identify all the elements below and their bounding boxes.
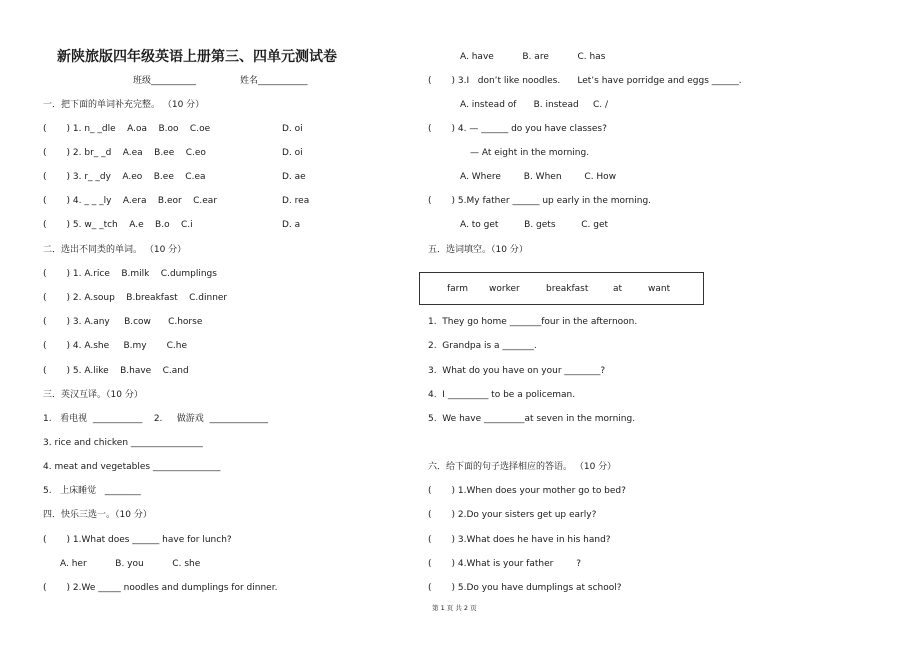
section4-question: ( ) 5.My father ______ up early in the morning.: [428, 196, 652, 206]
word-bank-word: at: [613, 284, 623, 294]
section1-item: ( ) 2. br_ _d A.ea B.ee C.eo: [43, 148, 206, 158]
section5-item: 4. I _________ to be a policeman.: [428, 390, 576, 400]
section2-heading: 二．选出不同类的单词。 （10 分）: [43, 245, 187, 255]
section4-question: ( ) 2.We _____ noodles and dumplings for dinner.: [43, 583, 278, 593]
section3-item: 3. rice and chicken ________________: [43, 438, 203, 448]
section4-options: A. to get B. gets C. get: [460, 220, 609, 230]
section4-question: ( ) 4. — ______ do you have classes?: [428, 124, 607, 134]
section1-item: ( ) 1. n_ _dle A.oa B.oo C.oe: [43, 124, 211, 134]
section6-item: ( ) 3.What does he have in his hand?: [428, 535, 611, 545]
page-number: 第 1 页 共 2 页: [432, 604, 477, 612]
section3-heading: 三．英汉互译。（10 分）: [43, 390, 143, 400]
section1-item-option-d: D. ae: [282, 172, 306, 182]
section1-item-option-d: D. a: [282, 220, 301, 230]
section2-item: ( ) 1. A.rice B.milk C.dumplings: [43, 269, 217, 279]
section6-heading: 六．给下面的句子选择相应的答语。 （10 分）: [428, 462, 617, 472]
section4-question: ( ) 1.What does ______ have for lunch?: [43, 535, 232, 545]
word-bank-word: breakfast: [546, 284, 589, 294]
section4-question: ( ) 3.I don’t like noodles. Let’s have porridge and eggs ______.: [428, 76, 742, 86]
word-bank-word: worker: [489, 284, 520, 294]
name-field: 姓名___________: [240, 76, 308, 86]
section3-item: 4. meat and vegetables _______________: [43, 462, 221, 472]
section1-item-option-d: D. oi: [282, 124, 303, 134]
section6-item: ( ) 4.What is your father ?: [428, 559, 581, 569]
section6-item: ( ) 5.Do you have dumplings at school?: [428, 583, 622, 593]
section5-item: 5. We have _________at seven in the morning.: [428, 414, 636, 424]
section1-item-option-d: D. rea: [282, 196, 310, 206]
section2-item: ( ) 4. A.she B.my C.he: [43, 341, 187, 351]
section3-item: 1. 看电视 ___________ 2. 做游戏 _____________: [43, 414, 268, 424]
class-field: 班级__________: [133, 76, 197, 86]
section5-item: 3. What do you have on your ________?: [428, 366, 606, 376]
section6-item: ( ) 2.Do your sisters get up early?: [428, 510, 597, 520]
section2-item: ( ) 5. A.like B.have C.and: [43, 366, 189, 376]
page-title: 新陕旅版四年级英语上册第三、四单元测试卷: [57, 49, 337, 65]
section2-item: ( ) 2. A.soup B.breakfast C.dinner: [43, 293, 228, 303]
word-bank-word: want: [648, 284, 671, 294]
section4-options: A. instead of B. instead C. /: [460, 100, 609, 110]
section1-heading: 一．把下面的单词补充完整。 （10 分）: [43, 100, 205, 110]
section3-item: 5. 上床睡觉 ________: [43, 486, 141, 496]
section4-options: A. her B. you C. she: [60, 559, 201, 569]
section4-reply: — At eight in the morning.: [470, 148, 590, 158]
section1-item-option-d: D. oi: [282, 148, 303, 158]
section1-item: ( ) 3. r_ _dy A.eo B.ee C.ea: [43, 172, 206, 182]
section5-item: 2. Grandpa is a _______.: [428, 341, 537, 351]
section5-item: 1. They go home _______four in the afternoon.: [428, 317, 638, 327]
section1-item: ( ) 4. _ _ _ly A.era B.eor C.ear: [43, 196, 218, 206]
section6-item: ( ) 1.When does your mother go to bed?: [428, 486, 626, 496]
word-bank-box: [419, 272, 704, 305]
word-bank-word: farm: [447, 284, 468, 294]
section2-item: ( ) 3. A.any B.cow C.horse: [43, 317, 203, 327]
section4-options: A. Where B. When C. How: [460, 172, 617, 182]
section1-item: ( ) 5. w_ _tch A.e B.o C.i: [43, 220, 193, 230]
section5-heading: 五．选词填空。（10 分）: [428, 245, 528, 255]
section4-options: A. have B. are C. has: [460, 52, 606, 62]
section4-heading: 四．快乐三选一。（10 分）: [43, 510, 152, 520]
